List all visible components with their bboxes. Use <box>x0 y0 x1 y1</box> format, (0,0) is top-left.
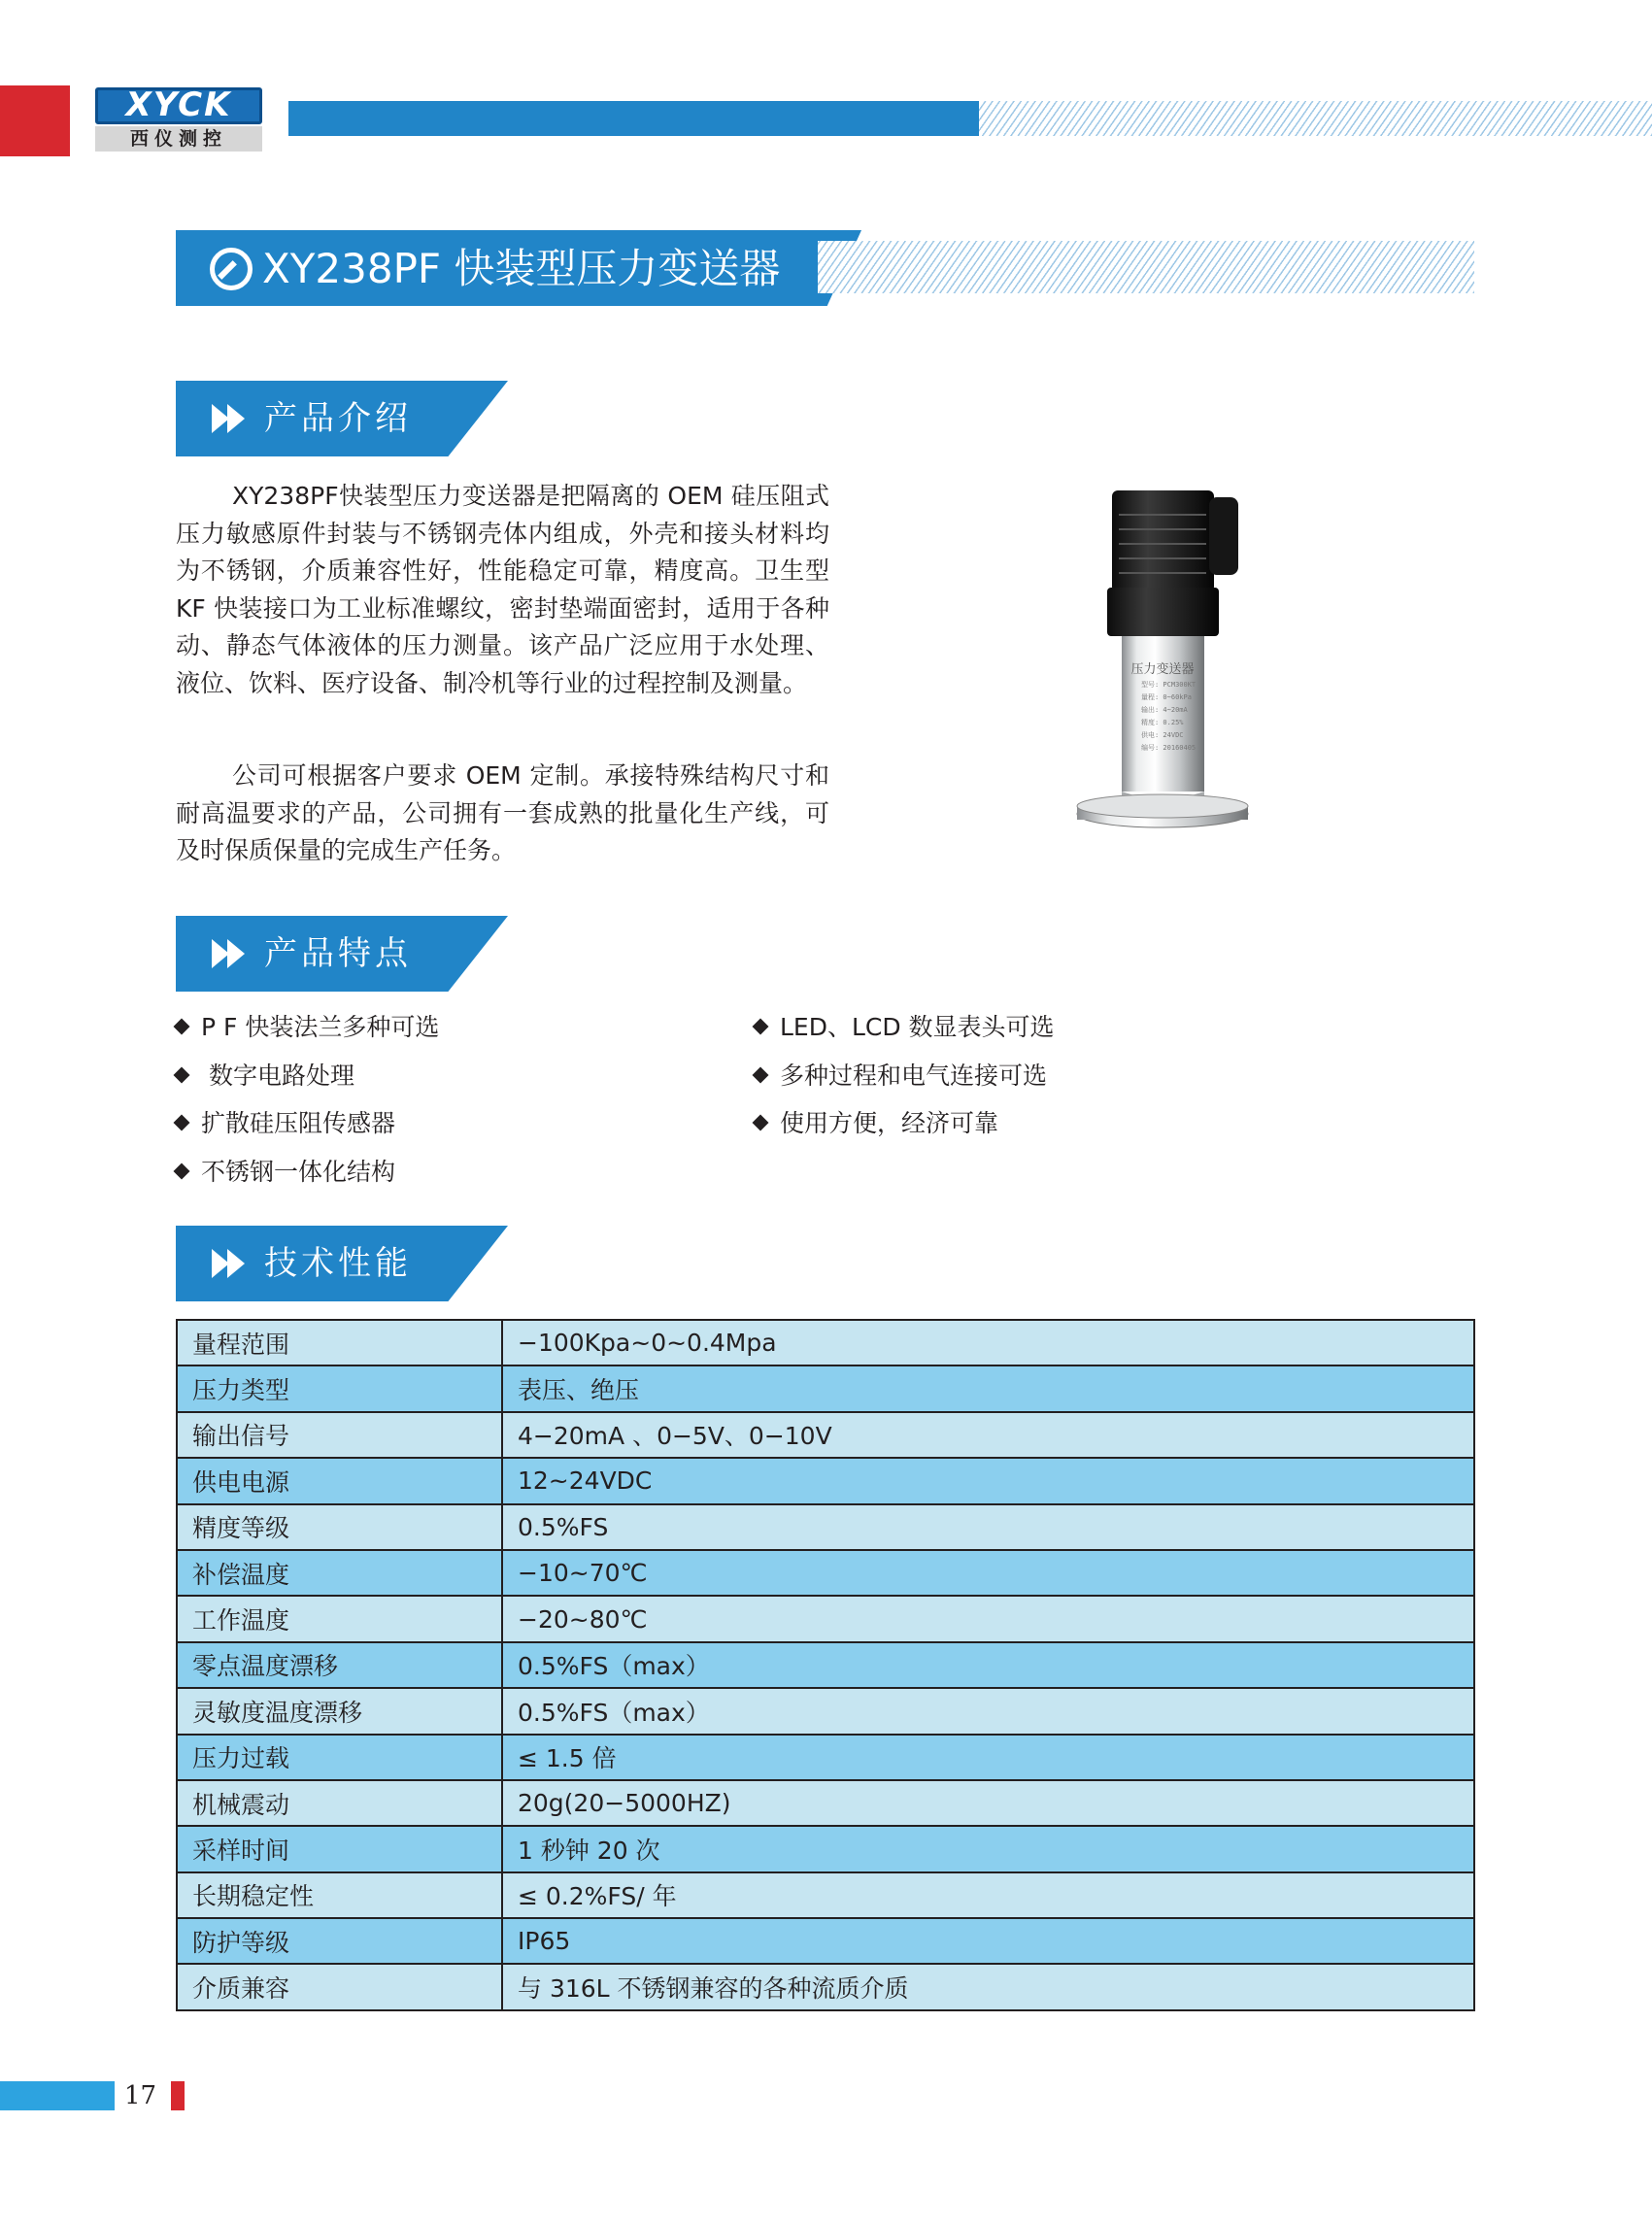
spec-row <box>177 1365 1474 1411</box>
page-title: XY238PF 快装型压力变送器 <box>262 245 781 292</box>
spec-label: 压力类型 <box>177 1365 502 1411</box>
spec-label: 灵敏度温度漂移 <box>177 1688 502 1734</box>
diamond-bullet-icon <box>174 1019 190 1035</box>
feature-item: 不锈钢一体化结构 <box>176 1153 395 1192</box>
label-line: 编号: 20160405 <box>1141 744 1197 752</box>
gauge-icon <box>210 248 253 290</box>
pressure-transmitter-image <box>1068 486 1263 837</box>
spec-row <box>177 1964 1474 2009</box>
page-number: 17 <box>124 2081 157 2110</box>
oem-paragraph: 公司可根据客户要求 OEM 定制。承接特殊结构尺寸和耐高温要求的产品，公司拥有一套成熟的批量化生产线，可及时保质保量的完成生产任务。 <box>176 761 829 865</box>
diamond-bullet-icon <box>753 1115 769 1131</box>
section-title-specs: 技术性能 <box>264 1244 412 1283</box>
spec-label: 输出信号 <box>177 1412 502 1458</box>
spec-row <box>177 1642 1474 1688</box>
spec-value: 12~24VDC <box>502 1458 1474 1503</box>
feature-item: 扩散硅压阻传感器 <box>176 1104 395 1143</box>
logo-wordmark: XYCK <box>95 87 262 124</box>
spec-label: 压力过载 <box>177 1735 502 1780</box>
feature-item: P F 快装法兰多种可选 <box>176 1008 439 1047</box>
spec-table <box>176 1319 1475 2011</box>
footer-accent <box>171 2081 185 2110</box>
spec-label: 量程范围 <box>177 1320 502 1365</box>
spec-label: 长期稳定性 <box>177 1872 502 1918</box>
spec-label: 防护等级 <box>177 1918 502 1964</box>
feature-item: LED、LCD 数显表头可选 <box>755 1008 1055 1047</box>
spec-label: 供电电源 <box>177 1458 502 1503</box>
feature-item: 数字电路处理 <box>176 1057 354 1096</box>
footer-bar <box>0 2081 115 2110</box>
section-title-features: 产品特点 <box>264 934 412 973</box>
spec-label: 工作温度 <box>177 1596 502 1641</box>
spec-value: −100Kpa~0~0.4Mpa <box>502 1320 1474 1365</box>
spec-row <box>177 1412 1474 1458</box>
title-hatch-pattern <box>818 241 1474 293</box>
spec-row <box>177 1320 1474 1365</box>
feature-item: 使用方便，经济可靠 <box>755 1104 998 1143</box>
diamond-bullet-icon <box>753 1067 769 1084</box>
label-line: 量程: 0~60kPa <box>1141 693 1192 701</box>
spec-value: 0.5%FS（max） <box>502 1642 1474 1688</box>
spec-value: −10~70℃ <box>502 1550 1474 1596</box>
spec-value: 0.5%FS <box>502 1504 1474 1550</box>
diamond-bullet-icon <box>174 1115 190 1131</box>
feature-item: 多种过程和电气连接可选 <box>755 1057 1047 1096</box>
spec-row <box>177 1780 1474 1826</box>
intro-paragraph: XY238PF快装型压力变送器是把隔离的 OEM 硅压阻式压力敏感原件封装与不锈钢壳体内组成，外壳和接头材料均为不锈钢，介质兼容性好，性能稳定可靠，精度高。卫生型 KF 快装接口为工业标准螺纹，密封垫端面密封，适用于各种动、静态气体液体的压力测量。该产品广泛应用于水处理、液位、饮料、医疗设备、制冷机等行业的过程控制及测量。 <box>176 482 829 697</box>
spec-row <box>177 1688 1474 1734</box>
spec-value: ≤ 1.5 倍 <box>502 1735 1474 1780</box>
double-chevron-icon <box>212 939 249 968</box>
spec-value: ≤ 0.2%FS/ 年 <box>502 1872 1474 1918</box>
spec-label: 补偿温度 <box>177 1550 502 1596</box>
spec-label: 采样时间 <box>177 1826 502 1871</box>
header-hatch-pattern <box>979 101 1652 136</box>
spec-label: 精度等级 <box>177 1504 502 1550</box>
company-logo <box>95 87 262 157</box>
diamond-bullet-icon <box>174 1067 190 1084</box>
spec-value: 表压、绝压 <box>502 1365 1474 1411</box>
spec-value: −20~80℃ <box>502 1596 1474 1641</box>
logo-subtitle: 西仪测控 <box>95 126 262 152</box>
spec-label: 介质兼容 <box>177 1964 502 2009</box>
spec-row <box>177 1826 1474 1871</box>
diamond-bullet-icon <box>174 1163 190 1180</box>
spec-value: 0.5%FS（max） <box>502 1688 1474 1734</box>
spec-label: 机械震动 <box>177 1780 502 1826</box>
spec-row <box>177 1735 1474 1780</box>
label-line: 供电: 24VDC <box>1141 731 1184 739</box>
diamond-bullet-icon <box>753 1019 769 1035</box>
label-line: 输出: 4~20mA <box>1141 706 1188 714</box>
spec-label: 零点温度漂移 <box>177 1642 502 1688</box>
spec-value: 与 316L 不锈钢兼容的各种流质介质 <box>502 1964 1474 2009</box>
spec-value: IP65 <box>502 1918 1474 1964</box>
spec-row <box>177 1872 1474 1918</box>
section-title-intro: 产品介绍 <box>264 399 412 438</box>
label-title: 压力变送器 <box>1130 662 1195 677</box>
spec-row <box>177 1918 1474 1964</box>
double-chevron-icon <box>212 1249 249 1278</box>
spec-value: 4−20mA 、0−5V、0−10V <box>502 1412 1474 1458</box>
corner-accent <box>0 85 70 156</box>
spec-value: 1 秒钟 20 次 <box>502 1826 1474 1871</box>
spec-row <box>177 1550 1474 1596</box>
spec-row <box>177 1504 1474 1550</box>
double-chevron-icon <box>212 404 249 433</box>
spec-row <box>177 1458 1474 1503</box>
spec-row <box>177 1596 1474 1641</box>
spec-value: 20g(20−5000HZ) <box>502 1780 1474 1826</box>
label-line: 精度: 0.25% <box>1141 719 1184 726</box>
label-line: 型号: PCM300KT <box>1141 681 1197 689</box>
header-bar <box>288 101 1024 136</box>
